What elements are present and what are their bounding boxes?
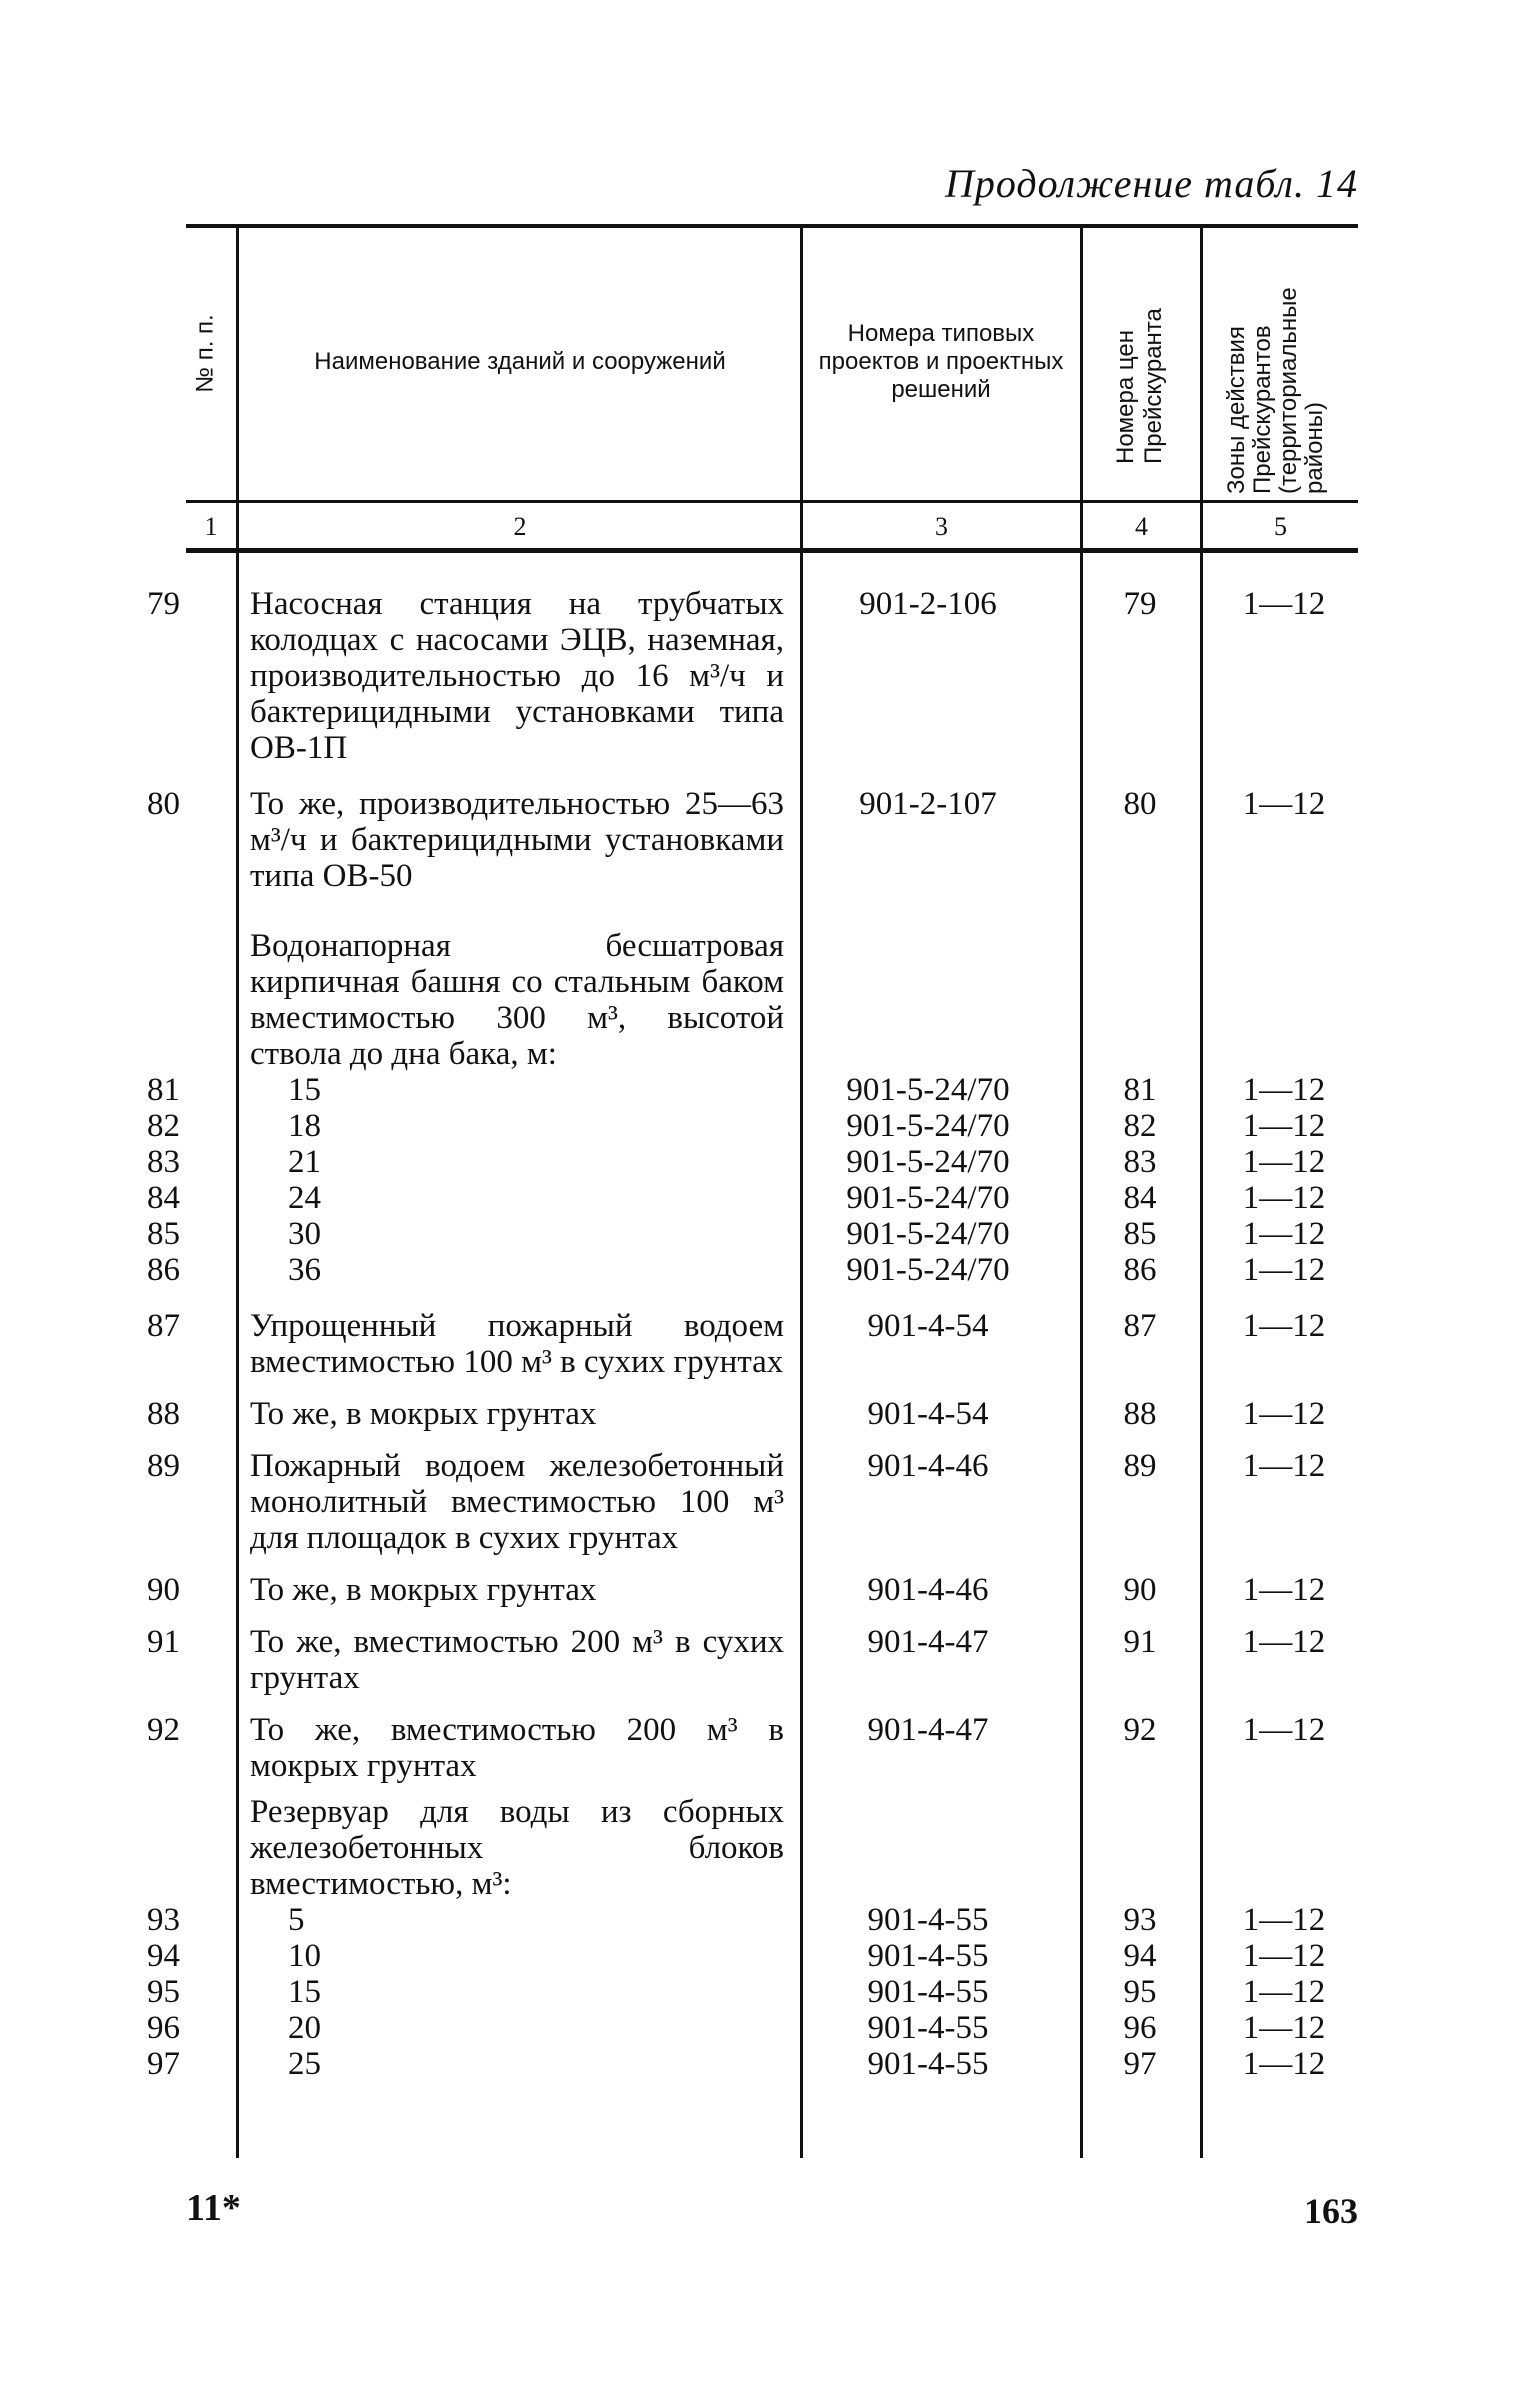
row-name: Упрощенный пожарный водоем вместимостью 100 м³ в сухих грунтах [250, 1308, 784, 1380]
header-col3: Номера типовых проектов и проектных решений [818, 320, 1064, 403]
row-project-code: 901-4-55 [867, 2010, 989, 2046]
row-zone: 1—12 [1242, 2046, 1326, 2082]
row-name: 24 [288, 1180, 321, 1216]
colnum-2: 2 [513, 512, 527, 541]
row-zone: 1—12 [1242, 1448, 1326, 1484]
row-number: 87 [147, 1308, 180, 1344]
signature-mark: 11* [186, 2187, 241, 2229]
row-zone: 1—12 [1242, 1974, 1326, 2010]
row-project-code: 901-5-24/70 [846, 1252, 1010, 1288]
row-name: Водонапорная бесшатровая кирпичная башня со стальным баком вместимостью 300 м³, высотой ствола до дна бака, м: [250, 928, 784, 1072]
row-project-code: 901-5-24/70 [846, 1108, 1010, 1144]
row-name: Пожарный водоем железобетонный монолитный вместимостью 100 м³ для площадок в сухих грунтах [250, 1448, 784, 1556]
table-row [0, 1974, 1536, 2010]
row-name: 15 [288, 1072, 321, 1108]
row-zone: 1—12 [1242, 1180, 1326, 1216]
row-name: 21 [288, 1144, 321, 1180]
table-row [0, 1938, 1536, 1974]
row-number: 82 [147, 1108, 180, 1144]
row-price-number: 85 [1123, 1216, 1157, 1252]
row-name: 5 [288, 1902, 305, 1938]
top-rule [186, 224, 1358, 228]
row-project-code: 901-2-107 [859, 786, 997, 822]
row-zone: 1—12 [1242, 1252, 1326, 1288]
row-number: 95 [147, 1974, 180, 2010]
row-zone: 1—12 [1242, 2010, 1326, 2046]
table-row [0, 1396, 1536, 1432]
row-number: 80 [147, 786, 180, 822]
table-row [0, 1624, 1536, 1696]
table-row [0, 1308, 1536, 1380]
row-project-code: 901-4-54 [867, 1396, 989, 1432]
row-number: 92 [147, 1712, 180, 1748]
row-number: 83 [147, 1144, 180, 1180]
row-zone: 1—12 [1242, 1396, 1326, 1432]
table-row [0, 1180, 1536, 1216]
row-price-number: 82 [1123, 1108, 1157, 1144]
row-name: 20 [288, 2010, 321, 2046]
colnum-4: 4 [1135, 512, 1148, 541]
row-project-code: 901-4-54 [867, 1308, 989, 1344]
row-zone: 1—12 [1242, 1712, 1326, 1748]
row-name: 30 [288, 1216, 321, 1252]
row-price-number: 83 [1123, 1144, 1157, 1180]
table-row [0, 786, 1536, 894]
table-row [0, 1216, 1536, 1252]
row-price-number: 86 [1123, 1252, 1157, 1288]
row-number: 94 [147, 1938, 180, 1974]
colnum-3: 3 [935, 512, 948, 541]
row-project-code: 901-4-47 [867, 1624, 989, 1660]
row-zone: 1—12 [1242, 1308, 1326, 1344]
table-row [0, 1252, 1536, 1288]
table-row [0, 1794, 1536, 1902]
row-number: 85 [147, 1216, 180, 1252]
row-name: 36 [288, 1252, 321, 1288]
row-name: То же, вместимостью 200 м³ в сухих грунтах [250, 1624, 784, 1696]
row-price-number: 96 [1123, 2010, 1157, 2046]
row-zone: 1—12 [1242, 1144, 1326, 1180]
row-project-code: 901-5-24/70 [846, 1216, 1010, 1252]
table-row [0, 586, 1536, 766]
row-name: То же, вместимостью 200 м³ в мокрых грунтах [250, 1712, 784, 1784]
row-price-number: 81 [1123, 1072, 1157, 1108]
row-price-number: 84 [1123, 1180, 1157, 1216]
table-row [0, 1572, 1536, 1608]
header-col4: Номера цен Прейскуранта [1112, 308, 1167, 464]
row-project-code: 901-4-55 [867, 1902, 989, 1938]
row-price-number: 95 [1123, 1974, 1157, 2010]
row-zone: 1—12 [1242, 1216, 1326, 1252]
table-row [0, 928, 1536, 1072]
row-zone: 1—12 [1242, 1938, 1326, 1974]
row-price-number: 92 [1123, 1712, 1157, 1748]
table-row [0, 1144, 1536, 1180]
row-project-code: 901-4-46 [867, 1572, 989, 1608]
row-zone: 1—12 [1242, 1572, 1326, 1608]
row-number: 88 [147, 1396, 180, 1432]
row-project-code: 901-2-106 [859, 586, 997, 622]
row-price-number: 79 [1123, 586, 1157, 622]
row-number: 86 [147, 1252, 180, 1288]
row-project-code: 901-5-24/70 [846, 1144, 1010, 1180]
row-zone: 1—12 [1242, 1108, 1326, 1144]
row-zone: 1—12 [1242, 1072, 1326, 1108]
table-row [0, 1072, 1536, 1108]
row-zone: 1—12 [1242, 586, 1326, 622]
header-col1: № п. п. [191, 314, 219, 393]
row-name: 25 [288, 2046, 321, 2082]
row-price-number: 94 [1123, 1938, 1157, 1974]
table-row [0, 1108, 1536, 1144]
row-project-code: 901-4-55 [867, 2046, 989, 2082]
row-name: Насосная станция на трубчатых колодцах с насосами ЭЦВ, наземная, производительностью до 16 м³/ч и бактерицидными установками типа ОВ-1П [250, 586, 784, 766]
row-project-code: 901-4-47 [867, 1712, 989, 1748]
table-caption: Продолжение табл. 14 [944, 161, 1358, 206]
row-number: 81 [147, 1072, 180, 1108]
colnum-rule [186, 548, 1358, 553]
table-row [0, 2046, 1536, 2082]
row-number: 90 [147, 1572, 180, 1608]
header-col5: Зоны действия Прейскурантов (территориальные районы) [1223, 287, 1328, 494]
row-project-code: 901-4-55 [867, 1974, 989, 2010]
row-name: 18 [288, 1108, 321, 1144]
row-price-number: 90 [1123, 1572, 1157, 1608]
header-rule [186, 500, 1358, 503]
row-zone: 1—12 [1242, 1624, 1326, 1660]
row-project-code: 901-4-55 [867, 1938, 989, 1974]
row-number: 89 [147, 1448, 180, 1484]
row-number: 79 [147, 586, 180, 622]
header-col2: Наименование зданий и сооружений [314, 348, 726, 375]
row-price-number: 97 [1123, 2046, 1157, 2082]
row-number: 96 [147, 2010, 180, 2046]
row-number: 97 [147, 2046, 180, 2082]
row-name: Резервуар для воды из сборных железобетонных блоков вместимостью, м³: [250, 1794, 784, 1902]
row-price-number: 89 [1123, 1448, 1157, 1484]
row-name: То же, в мокрых грунтах [250, 1572, 597, 1608]
row-price-number: 91 [1123, 1624, 1157, 1660]
row-name: 15 [288, 1974, 321, 2010]
row-number: 91 [147, 1624, 180, 1660]
row-name: То же, в мокрых грунтах [250, 1396, 597, 1432]
colnum-5: 5 [1274, 512, 1287, 541]
table-row [0, 1902, 1536, 1938]
row-project-code: 901-4-46 [867, 1448, 989, 1484]
row-project-code: 901-5-24/70 [846, 1072, 1010, 1108]
table-row [0, 2010, 1536, 2046]
row-zone: 1—12 [1242, 786, 1326, 822]
row-zone: 1—12 [1242, 1902, 1326, 1938]
page-number: 163 [1304, 2191, 1358, 2231]
colnum-1: 1 [204, 512, 218, 541]
row-project-code: 901-5-24/70 [846, 1180, 1010, 1216]
row-name: 10 [288, 1938, 321, 1974]
table-row [0, 1448, 1536, 1556]
row-price-number: 93 [1123, 1902, 1157, 1938]
row-number: 84 [147, 1180, 180, 1216]
row-price-number: 88 [1123, 1396, 1157, 1432]
table-row [0, 1712, 1536, 1784]
row-number: 93 [147, 1902, 180, 1938]
table-body [0, 586, 1536, 2082]
row-price-number: 87 [1123, 1308, 1157, 1344]
row-name: То же, производительностью 25—63 м³/ч и бактерицидными установками типа ОВ-50 [250, 786, 784, 894]
row-price-number: 80 [1123, 786, 1157, 822]
